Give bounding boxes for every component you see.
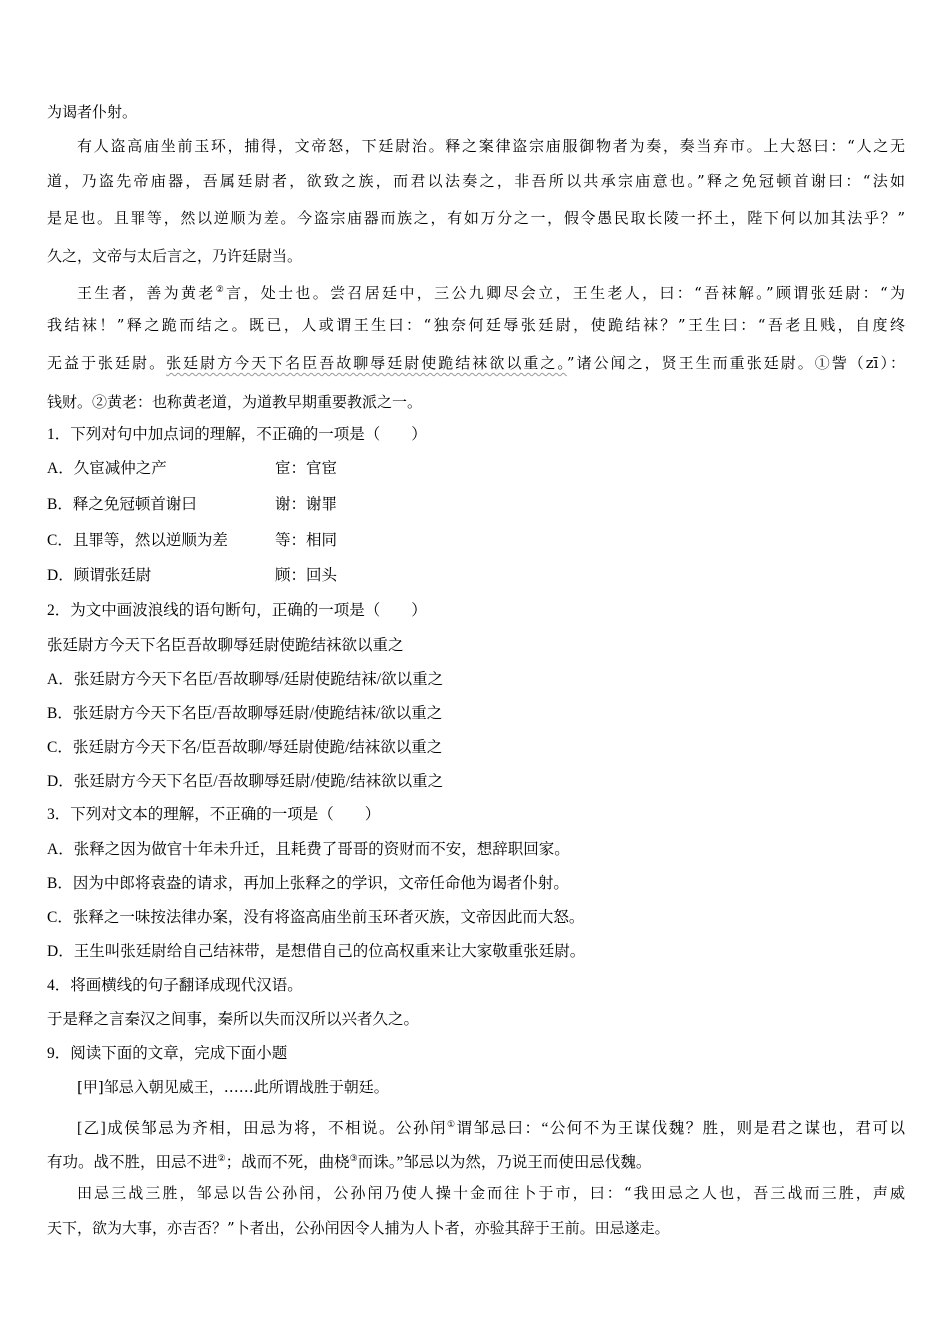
footnote-mark: ② (217, 1153, 226, 1163)
footnote-mark: ② (215, 285, 227, 295)
option-meaning: 顾：回头 (275, 567, 338, 584)
text-seg: 言，处士也。尝召居廷中，三公九卿尽会立，王生老人，曰：“吾袜解。”顾谓张廷尉：“为 (226, 284, 905, 302)
question-sentence: 于是释之言秦汉之间事，秦所以失而汉所以兴者久之。 (47, 1011, 420, 1028)
option-text: D．顾谓张廷尉 (47, 567, 152, 584)
text-line: 是足也。且罪等，然以逆顺为差。今盗宗庙器而族之，有如万分之一，假令愚民取长陵一抔土，陛下何以加其法乎？” (47, 209, 905, 227)
option-a: A．张廷尉方今天下名臣/吾故聊辱/廷尉使跪结袜/欲以重之 (47, 671, 444, 688)
text-line: 道，乃盗先帝庙器，吾属廷尉者，欲致之族，而君以法奏之，非吾所以共承宗庙意也。”释之免冠顿首谢曰：“法如 (47, 172, 905, 190)
passage-jia: [甲]邹忌入朝见威王，……此所谓战胜于朝廷。 (77, 1078, 389, 1096)
text-line: 田忌三战三胜，邹忌以告公孙闬，公孙闬乃使人操十金而往卜于市，曰：“我田忌之人也，吾三战而三胜，声威 (77, 1184, 905, 1202)
text-line: 为谒者仆射。 (47, 103, 138, 121)
text-line (47, 353, 905, 373)
question-stem: 4．将画横线的句子翻译成现代汉语。 (47, 977, 303, 994)
footnote-mark: ③ (349, 1153, 358, 1163)
option-c: C．张释之一味按法律办案，没有将盗高庙坐前玉环者灭族，文帝因此而大怒。 (47, 909, 585, 926)
text-line (77, 280, 905, 303)
option-d: D．王生叫张廷尉给自己结袜带，是想借自己的位高权重来让大家敬重张廷尉。 (47, 943, 586, 960)
footnote-mark: ① (446, 1119, 457, 1129)
option-d: D．张廷尉方今天下名臣/吾故聊辱廷尉/使跪/结袜欲以重之 (47, 773, 444, 790)
option-b: B．张廷尉方今天下名臣/吾故聊辱廷尉/使跪结袜/欲以重之 (47, 705, 443, 722)
option-text: B．释之免冠顿首谢曰 (47, 496, 197, 513)
text-line: 有人盗高庙坐前玉环，捕得，文帝怒，下廷尉治。释之案律盗宗庙服御物者为奏，奏当弃市。上大怒曰：“人之无 (77, 137, 905, 155)
question-stem: 9．阅读下面的文章，完成下面小题 (47, 1045, 288, 1062)
text-line: 天下，欲为大事，亦吉否？”卜者出，公孙闬因令人捕为人卜者，亦验其辞于王前。田忌遂走。 (47, 1219, 670, 1237)
text-line: 我结袜！”释之跪而结之。既已，人或谓王生曰：“独奈何廷辱张廷尉，使跪结袜？”王生曰：“吾老且贱，自度终 (47, 316, 905, 334)
text-seg: 而诛。”邹忌以为然，乃说王而使田忌伐魏。 (357, 1154, 652, 1172)
text-seg: [乙]成侯邹忌为齐相，田忌为将，不相说。公孙闬 (77, 1120, 447, 1138)
option-a: A．张释之因为做官十年未升迁，且耗费了哥哥的资财而不安，想辞职回家。 (47, 841, 570, 858)
question-sentence: 张廷尉方今天下名臣吾故聊辱廷尉使跪结袜欲以重之 (47, 637, 404, 654)
option-meaning: 谢：谢罪 (275, 496, 338, 513)
question-stem: 2．为文中画波浪线的语句断句，正确的一项是（ ） (47, 602, 427, 619)
option-b: B．因为中郎将袁盎的请求，再加上张释之的学识，文帝任命他为谒者仆射。 (47, 875, 569, 892)
question-stem: 1．下列对句中加点词的理解，不正确的一项是（ ） (47, 426, 427, 443)
text-seg: 有功。战不胜，田忌不进 (47, 1154, 218, 1172)
text-line: 久之，文帝与太后言之，乃许廷尉当。 (47, 247, 303, 265)
wavy-underlined-sentence: 张廷尉方今天下名臣吾故聊辱廷尉使跪结袜欲以重之。 (166, 354, 567, 372)
text-line (47, 1148, 651, 1173)
option-meaning: 宦：官宦 (275, 460, 338, 477)
text-seg: 王生者，善为黄老 (77, 284, 216, 302)
option-meaning: 等：相同 (275, 532, 338, 549)
text-seg: 无益于张廷尉。 (47, 354, 167, 372)
option-c: C．张廷尉方今天下名/臣吾故聊/辱廷尉使跪/结袜欲以重之 (47, 739, 443, 756)
option-text: A．久宦减仲之产 (47, 460, 167, 477)
text-line (77, 1114, 905, 1139)
text-seg: 谓邹忌曰：“公何不为王谋伐魏？胜，则是君之谋也，君可以 (456, 1120, 905, 1138)
text-line: 钱财。②黄老：也称黄老道，为道教早期重要教派之一。 (47, 393, 423, 411)
question-stem: 3．下列对文本的理解，不正确的一项是（ ） (47, 806, 381, 823)
text-seg: ”诸公闻之，贤王生而重张廷尉。①訾（zī）： (566, 354, 905, 372)
option-text: C．且罪等，然以逆顺为差 (47, 532, 228, 549)
text-seg: ；战而不死，曲桡 (225, 1154, 350, 1172)
